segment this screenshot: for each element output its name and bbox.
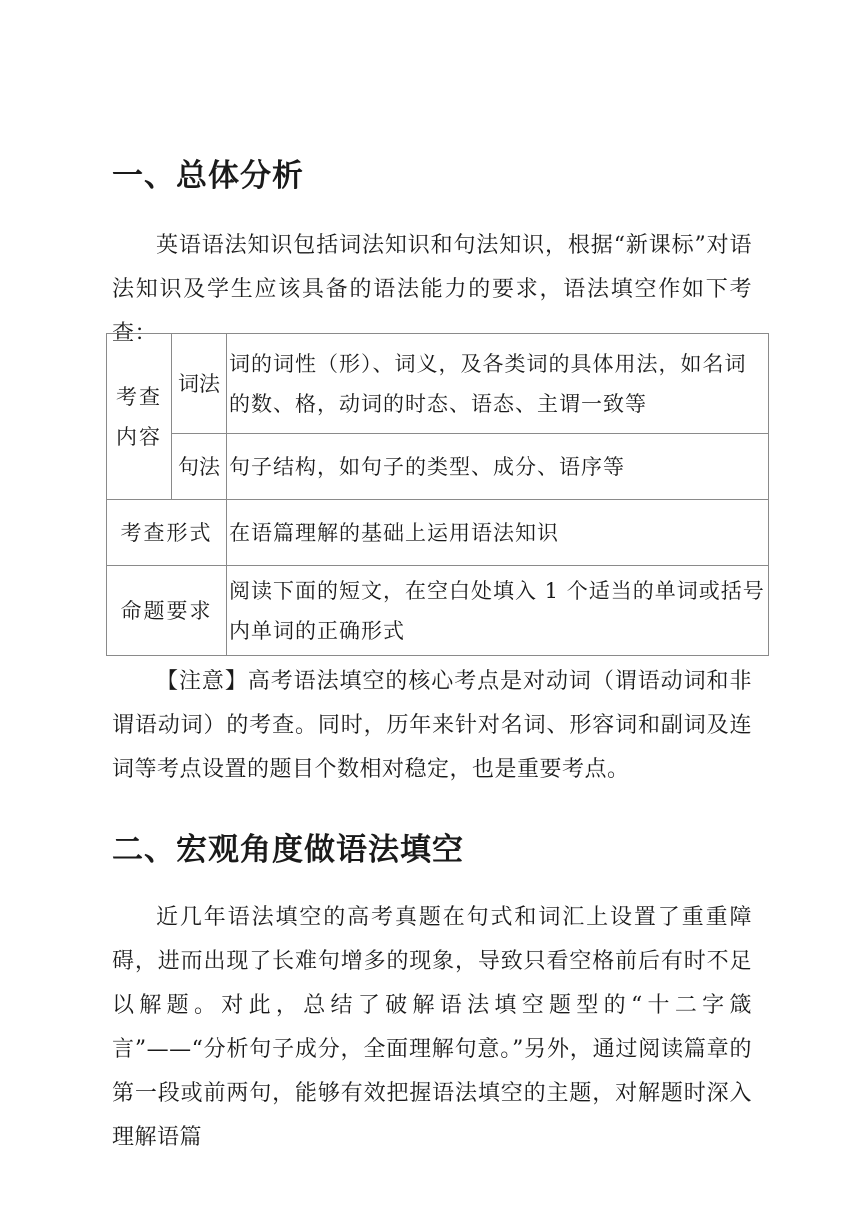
syntax-text: 句子结构，如句子的类型、成分、语序等 <box>229 454 625 479</box>
lexis-text-cell <box>227 334 769 434</box>
content-label-line2: 内容 <box>116 424 162 449</box>
content-label-cell <box>107 334 172 500</box>
table-row-form <box>107 500 769 566</box>
section-heading-macro-perspective: 二、宏观角度做语法填空 <box>112 832 464 868</box>
requirement-label: 命题要求 <box>120 598 213 623</box>
note-paragraph: 【注意】高考语法填空的核心考点是对动词（谓语动词和非谓语动词）的考查。同时，历年来针对名词、形容词和副词及连词等考点设置的题目个数相对稳定，也是重要考点。 <box>112 669 752 782</box>
requirement-text-cell <box>227 566 769 656</box>
form-label: 考查形式 <box>120 520 213 545</box>
form-text: 在语篇理解的基础上运用语法知识 <box>229 520 559 545</box>
form-label-cell <box>107 500 227 566</box>
table-row-lexis <box>107 334 769 434</box>
table-row-syntax <box>107 434 769 500</box>
syntax-label: 句法 <box>178 454 220 479</box>
requirement-label-cell <box>107 566 227 656</box>
exam-content-table <box>106 333 769 656</box>
macro-body-paragraph: 近几年语法填空的高考真题在句式和词汇上设置了重重障碍，进而出现了长难句增多的现象，导致只看空格前后有时不足以解题。对此，总结了破解语法填空题型的“十二字箴言”——“分析句子成分，全面理解句意。”另外，通过阅读篇章的第一段或前两句，能够有效把握语法填空的主题，对解题时深入理解语篇 <box>112 905 752 1150</box>
requirement-text: 阅读下面的短文，在空白处填入 1 个适当的单词或括号内单词的正确形式 <box>229 578 765 643</box>
lexis-label-cell <box>172 334 227 434</box>
section-heading-overall-analysis: 一、总体分析 <box>112 158 304 194</box>
syntax-text-cell <box>227 434 769 500</box>
lexis-label: 词法 <box>178 371 220 396</box>
form-text-cell <box>227 500 769 566</box>
table-row-requirement <box>107 566 769 656</box>
intro-paragraph: 英语语法知识包括词法知识和句法知识，根据“新课标”对语法知识及学生应该具备的语法能力的要求，语法填空作如下考查： <box>112 233 752 346</box>
syntax-label-cell <box>172 434 227 500</box>
content-label-line1: 考查 <box>116 384 162 409</box>
lexis-text: 词的词性（形）、词义，及各类词的具体用法，如名词的数、格，动词的时态、语态、主谓一致等 <box>229 351 747 416</box>
